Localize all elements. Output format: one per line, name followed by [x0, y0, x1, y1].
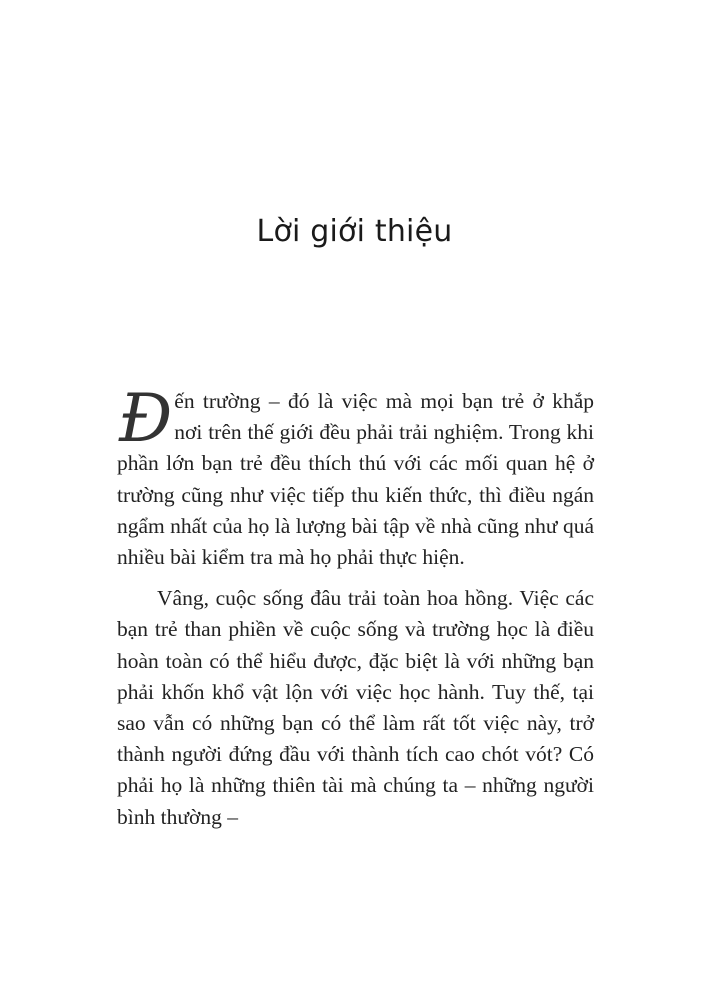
paragraph-2: Vâng, cuộc sống đâu trải toàn hoa hồng. Việc các bạn trẻ than phiền về cuộc sống và trường học là điều hoàn toàn có thể hiểu được, đặc biệt là với những bạn phải khốn khổ vật lộn với việc học hành. Tuy thế, tại sao vẫn có những bạn có thể làm rất tốt việc này, trở thành người đứng đầu với thành tích cao chót vót? Có phải họ là những thiên tài mà chúng ta – những người bình thường – [117, 586, 594, 829]
body-text [117, 380, 594, 833]
drop-cap: Đ [119, 380, 173, 457]
paragraph-1 [117, 380, 594, 573]
page-title: Lời giới thiệu [256, 214, 453, 249]
paragraph-1-text: ến trường – đó là việc mà mọi bạn trẻ ở khắp nơi trên thế giới đều phải trải nghiệm. Trong khi phần lớn bạn trẻ đều thích thú với các mối quan hệ ở trường cũng như việc tiếp thu kiến thức, thì điều ngán ngẩm nhất của họ là lượng bài tập về nhà cũng như quá nhiều bài kiểm tra mà họ phải thực hiện. [117, 389, 594, 570]
